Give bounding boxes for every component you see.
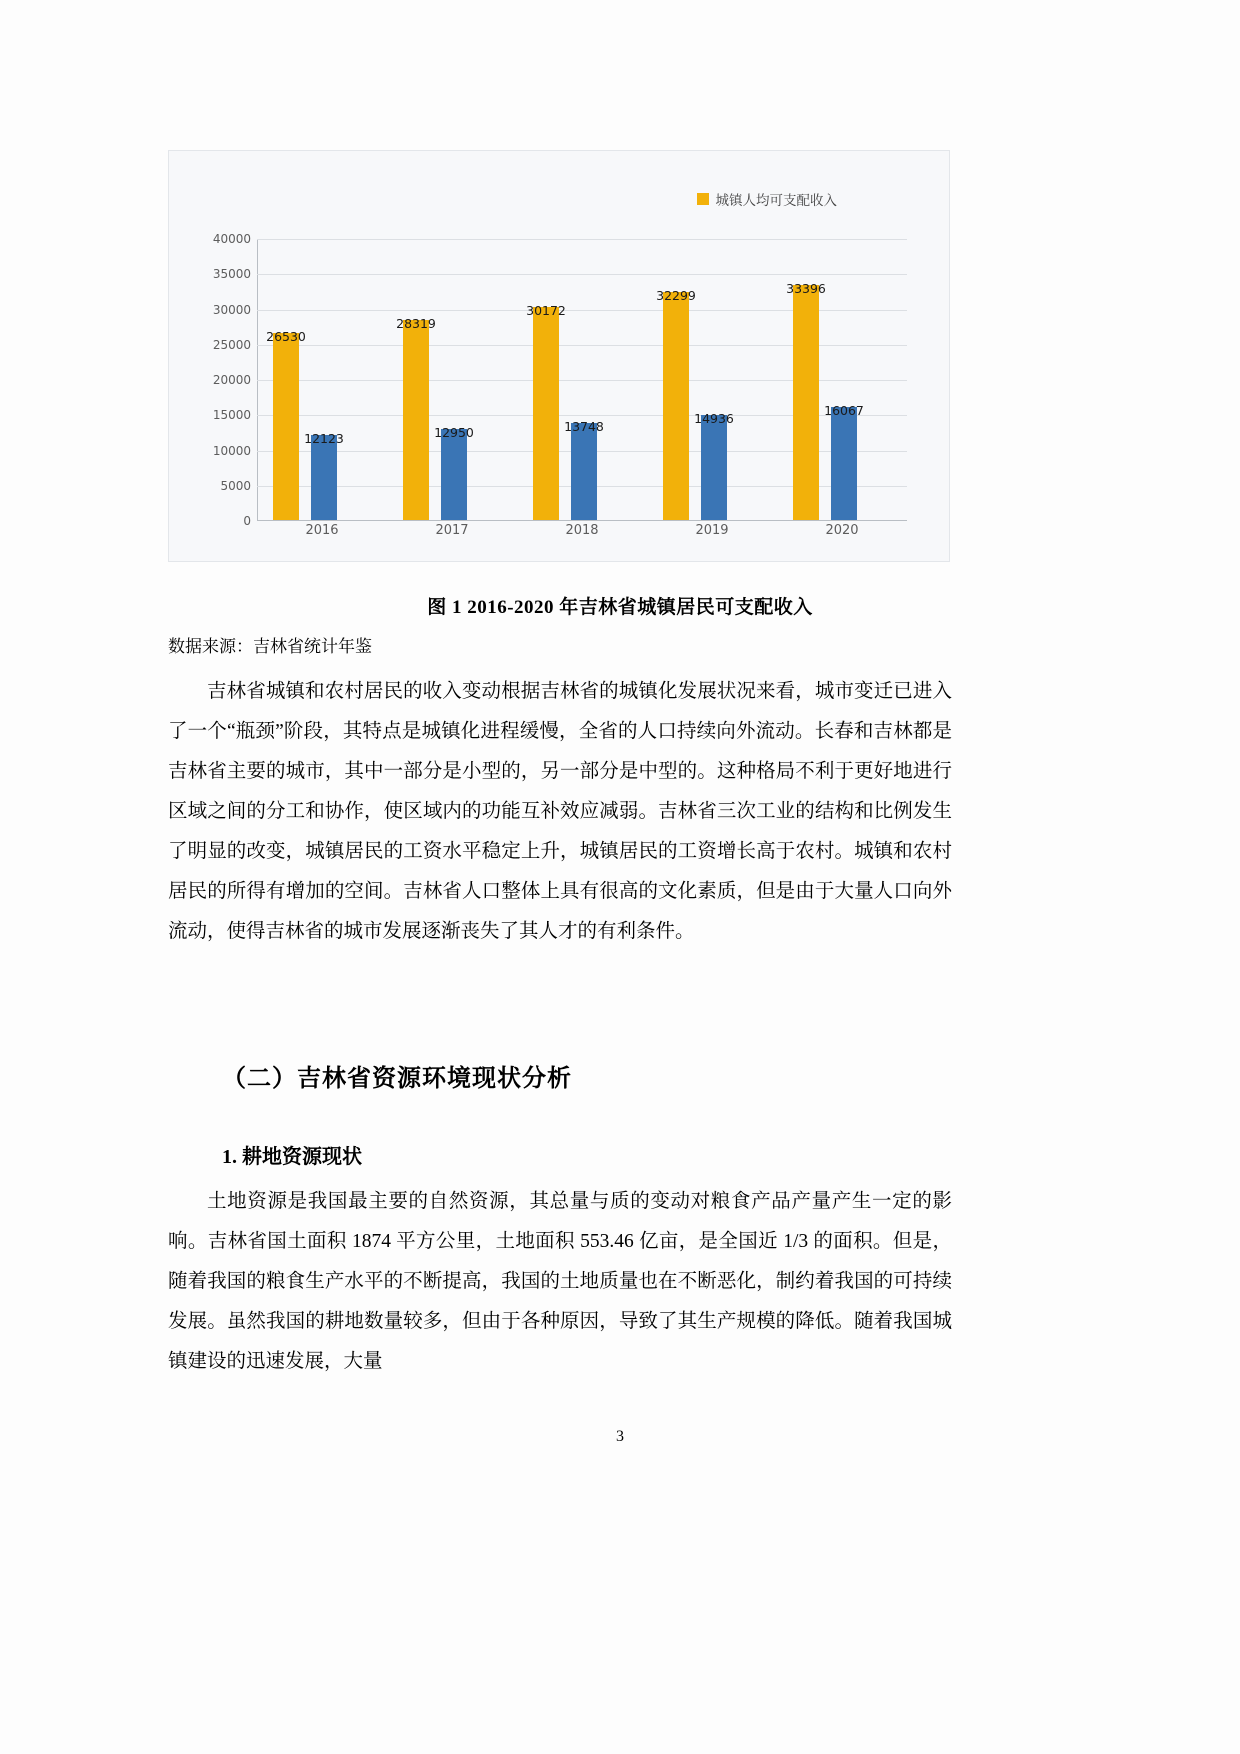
- paragraph-text: 吉林省城镇和农村居民的收入变动根据吉林省的城镇化发展状况来看，城市变迁已进入了一个“瓶颈”阶段，其特点是城镇化进程缓慢，全省的人口持续向外流动。长春和吉林都是吉林省主要的城市，其中一部分是小型的，另一部分是中型的。这种格局不利于更好地进行区域之间的分工和协作，使区域内的功能互补效应减弱。吉林省三次工业的结构和比例发生了明显的改变，城镇居民的工资水平稳定上升，城镇居民的工资增长高于农村。城镇和农村居民的所得有增加的空间。吉林省人口整体上具有很高的文化素质，但是由于大量人口向外流动，使得吉林省的城市发展逐渐丧失了其人才的有利条件。: [168, 681, 952, 942]
- bar: [266, 328, 306, 520]
- y-axis-tick-label: 35000: [212, 267, 251, 282]
- bar: [434, 424, 474, 520]
- bar-value-label: 16067: [824, 402, 864, 418]
- y-axis-tick-label: 10000: [212, 443, 251, 458]
- bar: [656, 288, 696, 520]
- y-axis-labels: [199, 233, 251, 527]
- y-axis-tick-label: 40000: [212, 232, 251, 246]
- bar: [564, 419, 604, 520]
- y-axis-tick-label: 15000: [212, 408, 251, 423]
- bar-group: [777, 238, 907, 520]
- x-axis-line: [257, 520, 907, 521]
- bar-value-label: 30172: [526, 303, 566, 319]
- bar-value-label: 12950: [434, 424, 474, 440]
- section-heading-2: （二）吉林省资源环境现状分析: [222, 1066, 572, 1092]
- bar: [396, 316, 436, 520]
- legend-swatch-icon: [697, 193, 709, 205]
- body-paragraph-1: [168, 672, 952, 952]
- chart-plot-area: [257, 239, 907, 521]
- bar-value-label: 14936: [694, 410, 734, 426]
- bar-value-label: 33396: [786, 280, 826, 296]
- bar-group: [257, 238, 387, 520]
- paragraph-text: 土地资源是我国最主要的自然资源，其总量与质的变动对粮食产品产量产生一定的影响。吉林省国土面积 1874 平方公里，土地面积 553.46 亿亩，是全国近 1/3 的面积。但是，随着我国的粮食生产水平的不断提高，我国的土地质量也在不断恶化，制约着我国的可持续发展。虽然我国的耕地数量较多，但由于各种原因，导致了其生产规模的降低。随着我国城镇建设的迅速发展，大量: [168, 1191, 952, 1372]
- bar-group: [517, 238, 647, 520]
- x-axis-labels: [257, 523, 907, 547]
- x-axis-tick-label: 2016: [305, 523, 339, 538]
- bar: [786, 280, 826, 520]
- source-note: 数据来源：吉林省统计年鉴: [168, 637, 372, 656]
- x-axis-tick-label: 2018: [565, 523, 599, 538]
- bar-value-label: 12123: [304, 430, 344, 446]
- body-paragraph-2: [168, 1182, 952, 1382]
- legend-label: 城镇人均可支配收入: [715, 193, 837, 209]
- x-axis-tick-label: 2020: [825, 523, 859, 538]
- bar-value-label: 28319: [396, 316, 436, 332]
- bar-chart: [168, 150, 950, 562]
- bar: [304, 430, 344, 520]
- bar: [824, 402, 864, 520]
- section-heading-3: 1. 耕地资源现状: [222, 1146, 362, 1168]
- y-axis-tick-label: 25000: [212, 337, 251, 352]
- bar-value-label: 26530: [266, 328, 306, 344]
- figure-caption: 图 1 2016-2020 年吉林省城镇居民可支配收入: [427, 597, 813, 618]
- y-axis-tick-label: 5000: [220, 478, 251, 493]
- y-axis-tick-label: 30000: [212, 302, 251, 317]
- chart-legend: [697, 189, 838, 209]
- x-axis-tick-label: 2017: [435, 523, 469, 538]
- bar: [694, 410, 734, 520]
- bar-value-label: 13748: [564, 419, 604, 435]
- y-axis-tick-label: 20000: [212, 373, 251, 387]
- x-axis-tick-label: 2019: [695, 523, 729, 538]
- bar-group: [647, 238, 777, 520]
- page-number: 3: [616, 1428, 624, 1445]
- bar: [526, 303, 566, 520]
- bar-value-label: 32299: [656, 288, 696, 304]
- bar-group: [387, 238, 517, 520]
- y-axis-tick-label: 0: [243, 514, 251, 528]
